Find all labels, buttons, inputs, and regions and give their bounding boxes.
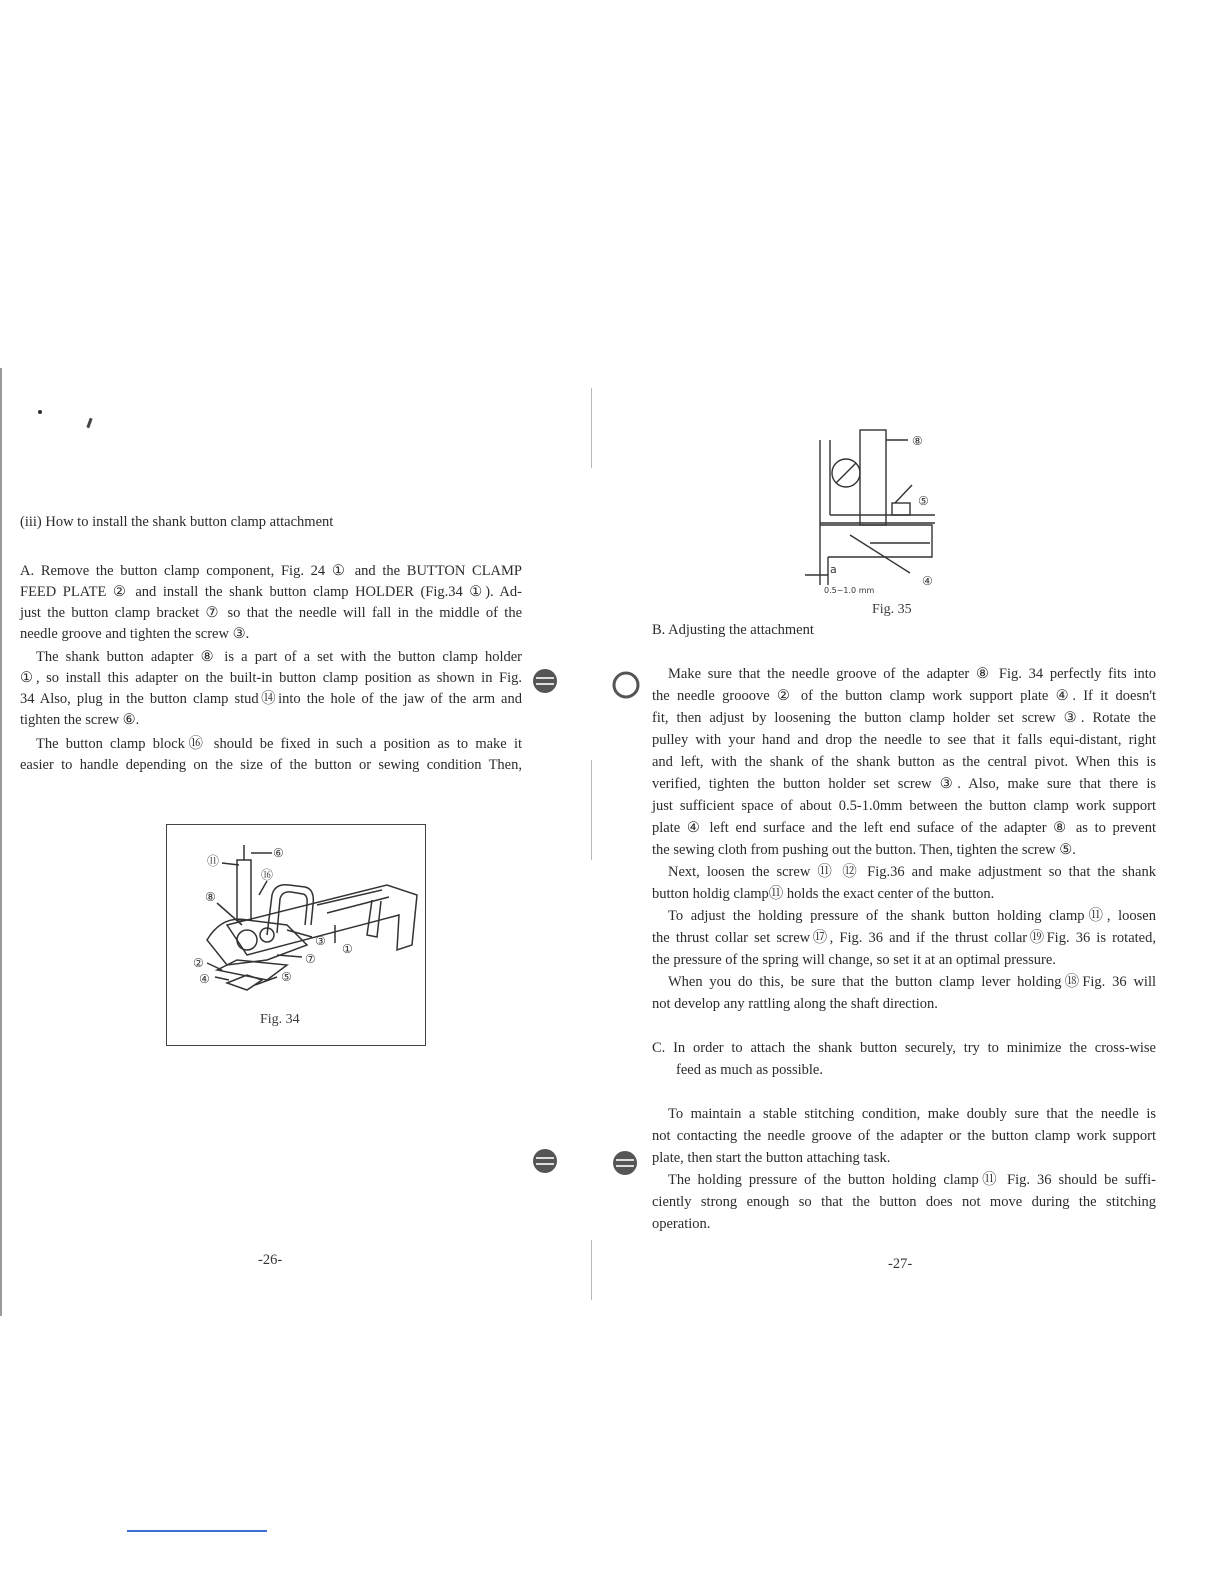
figure-label: a <box>830 563 837 576</box>
binding-hole-icon <box>612 670 640 705</box>
binding-hole-icon <box>530 1146 560 1181</box>
bottom-rule <box>127 1530 267 1532</box>
text-line: the pressure of the spring will change, so set it at an optimal pressure. <box>652 952 1056 968</box>
text-line: The holding pressure of the button holding clamp⑪ Fig. 36 should be suffi- <box>668 1172 1156 1188</box>
text-line: needle groove and tighten the screw ③. <box>20 626 250 642</box>
text-line: The shank button adapter ⑧ is a part of a set with the button clamp holder <box>36 649 522 665</box>
gutter-line <box>591 760 592 860</box>
text-line: 34 Also, plug in the button clamp stud⑭into the hole of the jaw of the arm and <box>20 691 522 707</box>
page-number-right: -27- <box>888 1256 913 1272</box>
figure-label: ② <box>193 956 204 970</box>
binding-hole-icon <box>530 666 560 701</box>
text-line: feed as much as possible. <box>676 1062 823 1078</box>
text-line: easier to handle depending on the size of the button or sewing condition Then, <box>20 757 522 773</box>
text-line: To maintain a stable stitching condition, make doubly sure that the needle is <box>668 1106 1156 1122</box>
figure-label: ⑥ <box>273 846 284 860</box>
text-line: the needle grooove ② of the button clamp work support plate ④. If it doesn't <box>652 688 1156 704</box>
figure-label: ⑦ <box>305 952 316 966</box>
text-line: and left, with the shank of the shank button as the central pivot. When this is <box>652 754 1156 770</box>
text-line: button holdig clamp⑪ holds the exact center of the button. <box>652 886 995 902</box>
section-b-heading: B. Adjusting the attachment <box>652 622 814 638</box>
text-line: fit, then adjust by loosening the button clamp holder set screw ③. Rotate the <box>652 710 1156 726</box>
text-line: plate, then start the button attaching task. <box>652 1150 891 1166</box>
text-line: The button clamp block⑯ should be fixed in such a position as to make it <box>36 736 522 752</box>
text-line: not develop any rattling along the shaft direction. <box>652 996 938 1012</box>
text-line: ciently strong enough so that the button does not move during the stitching <box>652 1194 1156 1210</box>
figure-label: ⑪ <box>207 854 220 868</box>
figure-label: ⑤ <box>918 494 929 508</box>
figure-label: ⑯ <box>261 868 274 882</box>
text-line: When you do this, be sure that the button clamp lever holding⑱Fig. 36 will <box>668 974 1156 990</box>
figure-label: ⑧ <box>205 890 216 904</box>
figure-label: ① <box>342 942 353 956</box>
text-line: pulley with your hand and drop the needle to see that it falls equi-distant, right <box>652 732 1156 748</box>
text-line: plate ④ left end surface and the left end suface of the adapter ⑧ as to prevent <box>652 820 1156 836</box>
text-line: C. In order to attach the shank button securely, try to minimize the cross-wise <box>652 1040 1156 1056</box>
text-line: not contacting the needle groove of the adapter or the button clamp work support <box>652 1128 1156 1144</box>
figure-label: ⑤ <box>281 970 292 984</box>
binding-hole-icon <box>610 1148 640 1183</box>
text-line: tighten the screw ⑥. <box>20 712 140 728</box>
text-line: ①, so install this adapter on the built-in button clamp position as shown in Fig. <box>20 670 522 686</box>
text-line: To adjust the holding pressure of the shank button holding clamp⑪, loosen <box>668 908 1156 924</box>
gutter-line <box>591 388 592 468</box>
scan-speck <box>86 418 92 428</box>
gutter-line <box>591 1240 592 1300</box>
text-line: A. Remove the button clamp component, Fig. 24 ① and the BUTTON CLAMP <box>20 563 522 579</box>
left-heading: (iii) How to install the shank button clamp attachment <box>20 514 334 530</box>
text-line: just the button clamp bracket ⑦ so that the needle will fall in the middle of the <box>20 605 522 621</box>
text-line: verified, tighten the button holder set screw ③. Also, make sure that there is <box>652 776 1156 792</box>
figure-label: ⑧ <box>912 434 923 448</box>
text-line: the sewing cloth from pushing out the button. Then, tighten the screw ⑤. <box>652 842 1076 858</box>
page-left-edge <box>0 368 2 1316</box>
text-line: just sufficient space of about 0.5-1.0mm between the button clamp work support <box>652 798 1156 814</box>
scan-speck <box>38 410 42 414</box>
figure-label: ④ <box>922 574 933 588</box>
figure-label: ③ <box>315 934 326 948</box>
figure-35-caption: Fig. 35 <box>872 602 912 617</box>
text-line: Make sure that the needle groove of the adapter ⑧ Fig. 34 perfectly fits into <box>668 666 1156 682</box>
figure-label: ④ <box>199 972 210 986</box>
page-number-left: -26- <box>258 1252 283 1268</box>
text-line: FEED PLATE ② and install the shank button clamp HOLDER (Fig.34 ①). Ad- <box>20 584 522 600</box>
figure-34-caption: Fig. 34 <box>260 1012 300 1027</box>
text-line: operation. <box>652 1216 711 1232</box>
adapter-gap-diagram <box>800 425 950 595</box>
figure-35 <box>800 425 950 595</box>
text-line: the thrust collar set screw⑰, Fig. 36 and if the thrust collar⑲Fig. 36 is rotated, <box>652 930 1156 946</box>
dimension-label: 0.5~1.0 mm <box>824 586 875 595</box>
text-line: Next, loosen the screw ⑪ ⑫ Fig.36 and make adjustment so that the shank <box>668 864 1156 880</box>
